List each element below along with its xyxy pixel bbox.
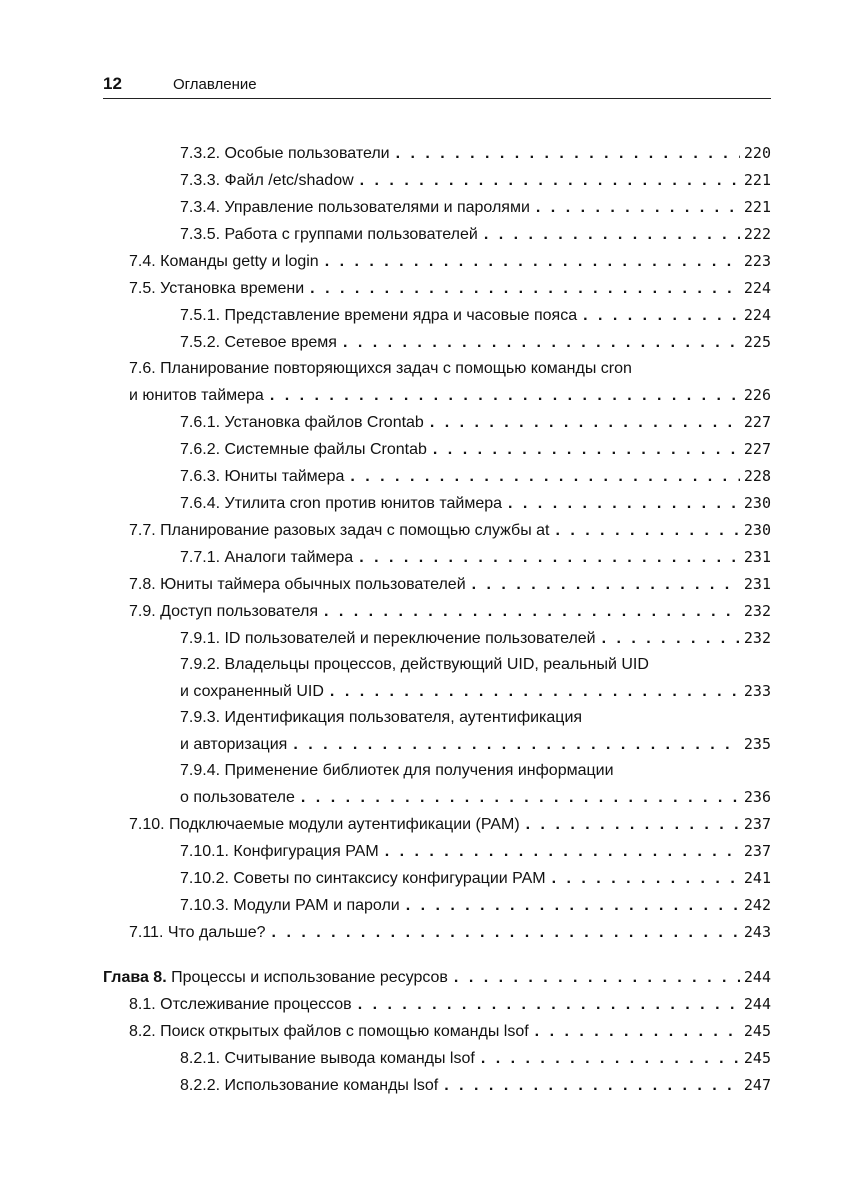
- chapter-label: Глава 8.: [103, 969, 167, 986]
- toc-entry-title: и авторизация: [180, 736, 288, 753]
- toc-page-number: 230: [743, 521, 771, 539]
- toc-entry: [103, 167, 771, 194]
- dot-leader: [583, 303, 740, 329]
- toc-entry: [103, 140, 771, 167]
- toc-page-number: 237: [743, 815, 771, 833]
- toc-page-number: 220: [743, 144, 771, 162]
- toc-entry-title: 7.7. Планирование разовых задач с помощью службы at: [129, 522, 550, 539]
- toc-entry-title-first-line: 7.9.4. Применение библиотек для получения информации: [180, 762, 614, 779]
- toc-page-number: 227: [743, 413, 771, 431]
- toc-page-number: 233: [743, 682, 771, 700]
- toc-entry: [103, 221, 771, 248]
- toc-entry: [103, 1018, 771, 1045]
- toc-entry-title: 7.10.2. Советы по синтаксису конфигурации PAM: [180, 870, 546, 887]
- toc-entry: [103, 865, 771, 892]
- toc-entry-title: 7.6.4. Утилита cron против юнитов таймера: [180, 495, 503, 512]
- toc-entry-title: 7.9. Доступ пользователя: [129, 603, 318, 620]
- toc-entry-title: и юнитов таймера: [129, 387, 264, 404]
- page-number: 12: [103, 74, 122, 93]
- toc-entry-title: 7.6.3. Юниты таймера: [180, 468, 345, 485]
- toc-entry: [103, 758, 771, 811]
- page-header: [103, 72, 771, 99]
- toc-entry-title: 7.5.2. Сетевое время: [180, 334, 337, 351]
- toc-entry: [103, 517, 771, 544]
- toc-entry-title: 8.2.2. Использование команды lsof: [180, 1077, 439, 1094]
- dot-leader: [602, 626, 740, 652]
- toc-entry-title-first-line: 7.9.3. Идентификация пользователя, аутентификация: [180, 709, 583, 726]
- toc-entry: [103, 571, 771, 598]
- dot-leader: [270, 383, 740, 409]
- dot-leader: [396, 141, 740, 167]
- toc-entry-title: 7.5. Установка времени: [129, 280, 305, 297]
- dot-leader: [556, 518, 740, 544]
- toc-entry: [103, 463, 771, 490]
- toc-entry-title: 7.3.3. Файл /etc/shadow: [180, 172, 354, 189]
- chapter-entry: [103, 964, 771, 991]
- toc-page-number: 221: [743, 171, 771, 189]
- toc-entry: [103, 919, 771, 946]
- dot-leader: [359, 545, 740, 571]
- toc-entry-title: 8.2. Поиск открытых файлов с помощью команды lsof: [129, 1023, 529, 1040]
- toc-entry-title: 7.10. Подключаемые модули аутентификации (PAM): [129, 816, 520, 833]
- toc-entry-title: 7.10.3. Модули PAM и пароли: [180, 897, 400, 914]
- toc-entry: [103, 329, 771, 356]
- toc-page-number: 222: [743, 225, 771, 243]
- dot-leader: [293, 732, 740, 758]
- toc-entry: [103, 248, 771, 275]
- toc-entry: [103, 838, 771, 865]
- chapter-title: Процессы и использование ресурсов: [171, 969, 448, 986]
- dot-leader: [536, 195, 740, 221]
- dot-leader: [481, 1046, 740, 1072]
- dot-leader: [472, 572, 740, 598]
- toc-page-number: 230: [743, 494, 771, 512]
- dot-leader: [360, 168, 740, 194]
- toc-page-number: 223: [743, 252, 771, 270]
- toc-entry-title: 7.5.1. Представление времени ядра и часовые пояса: [180, 307, 578, 324]
- toc-page-number: 245: [743, 1022, 771, 1040]
- toc-entry-title: 7.3.5. Работа с группами пользователей: [180, 226, 478, 243]
- toc-entry-title: 7.8. Юниты таймера обычных пользователей: [129, 576, 466, 593]
- dot-leader: [508, 491, 740, 517]
- toc-page-number: 232: [743, 602, 771, 620]
- toc-entry-title: 7.6.1. Установка файлов Crontab: [180, 414, 424, 431]
- toc-entry: [103, 544, 771, 571]
- dot-leader: [433, 437, 740, 463]
- dot-leader: [526, 812, 740, 838]
- dot-leader: [350, 464, 740, 490]
- toc-entry-title: 7.9.1. ID пользователей и переключение пользователей: [180, 630, 596, 647]
- dot-leader: [454, 965, 740, 991]
- toc-page-number: 228: [743, 467, 771, 485]
- toc-entry-title: 7.4. Команды getty и login: [129, 253, 319, 270]
- toc-entry-title: 8.2.1. Считывание вывода команды lsof: [180, 1050, 475, 1067]
- toc-entry-title: [103, 965, 448, 991]
- toc-entry: [103, 490, 771, 517]
- dot-leader: [385, 839, 740, 865]
- dot-leader: [301, 785, 740, 811]
- toc-page-number: 241: [743, 869, 771, 887]
- toc-entry: [103, 1072, 771, 1099]
- toc-page-number: 224: [743, 306, 771, 324]
- toc-page-number: 245: [743, 1049, 771, 1067]
- toc-page-number: 227: [743, 440, 771, 458]
- toc-entry: [103, 705, 771, 758]
- dot-leader: [310, 276, 740, 302]
- toc-page-number: 225: [743, 333, 771, 351]
- toc-page-number: 221: [743, 198, 771, 216]
- toc-entry-title: 7.6.2. Системные файлы Crontab: [180, 441, 427, 458]
- toc-page-number: 224: [743, 279, 771, 297]
- table-of-contents: [103, 140, 771, 1099]
- toc-entry-title: 7.3.2. Особые пользователи: [180, 145, 390, 162]
- toc-entry: [103, 194, 771, 221]
- toc-entry-title: 7.3.4. Управление пользователями и паролями: [180, 199, 530, 216]
- running-title: Оглавление: [173, 76, 257, 93]
- toc-entry-title: 7.10.1. Конфигурация PAM: [180, 843, 379, 860]
- toc-page-number: 231: [743, 575, 771, 593]
- toc-entry: [103, 991, 771, 1018]
- toc-entry: [103, 356, 771, 409]
- toc-page-number: 231: [743, 548, 771, 566]
- toc-entry: [103, 302, 771, 329]
- toc-entry: [103, 409, 771, 436]
- toc-page-number: 237: [743, 842, 771, 860]
- toc-entry: [103, 811, 771, 838]
- toc-entry: [103, 892, 771, 919]
- dot-leader: [444, 1073, 740, 1099]
- toc-entry-title: о пользователе: [180, 789, 295, 806]
- dot-leader: [272, 920, 740, 946]
- dot-leader: [430, 410, 740, 436]
- toc-entry-title: и сохраненный UID: [180, 683, 324, 700]
- dot-leader: [330, 679, 740, 705]
- toc-page-number: 226: [743, 386, 771, 404]
- toc-entry-title-first-line: 7.6. Планирование повторяющихся задач с помощью команды cron: [129, 360, 632, 377]
- toc-page-number: 235: [743, 735, 771, 753]
- toc-entry: [103, 275, 771, 302]
- dot-leader: [343, 330, 740, 356]
- dot-leader: [406, 893, 740, 919]
- dot-leader: [552, 866, 740, 892]
- toc-page-number: 232: [743, 629, 771, 647]
- dot-leader: [535, 1019, 740, 1045]
- dot-leader: [325, 249, 740, 275]
- dot-leader: [324, 599, 740, 625]
- toc-page-number: 236: [743, 788, 771, 806]
- toc-entry: [103, 652, 771, 705]
- toc-page-number: 242: [743, 896, 771, 914]
- dot-leader: [484, 222, 740, 248]
- toc-entry: [103, 598, 771, 625]
- toc-page-number: 243: [743, 923, 771, 941]
- toc-page-number: 244: [743, 995, 771, 1013]
- toc-entry-title-first-line: 7.9.2. Владельцы процессов, действующий UID, реальный UID: [180, 656, 649, 673]
- toc-entry: [103, 436, 771, 463]
- toc-entry-title: 7.7.1. Аналоги таймера: [180, 549, 354, 566]
- toc-entry-title: 7.11. Что дальше?: [129, 924, 266, 941]
- toc-entry-title: 8.1. Отслеживание процессов: [129, 996, 352, 1013]
- toc-page-number: 244: [743, 968, 771, 986]
- toc-page-number: 247: [743, 1076, 771, 1094]
- toc-entry: [103, 625, 771, 652]
- dot-leader: [358, 992, 740, 1018]
- toc-entry: [103, 1045, 771, 1072]
